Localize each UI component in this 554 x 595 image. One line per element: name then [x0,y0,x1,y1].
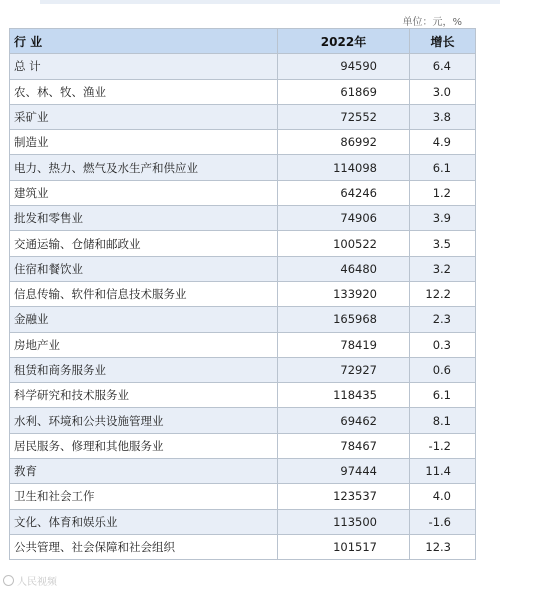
growth-cell: 4.9 [410,130,476,155]
header-industry: 行 业 [10,29,278,54]
growth-cell: 6.1 [410,383,476,408]
industry-cell: 卫生和社会工作 [10,484,278,509]
table-row [10,383,476,408]
unit-note: 单位：元，% [402,17,462,28]
watermark [3,573,57,588]
industry-cell: 房地产业 [10,332,278,357]
header-growth: 增长 [410,29,476,54]
table-row [10,484,476,509]
table-row [10,408,476,433]
growth-cell: -1.2 [410,433,476,458]
growth-cell: 8.1 [410,408,476,433]
table-row [10,231,476,256]
wage-value-cell: 133920 [278,281,410,306]
table-row [10,104,476,129]
wage-value-cell: 78419 [278,332,410,357]
growth-cell: 0.6 [410,357,476,382]
growth-cell: 3.2 [410,256,476,281]
growth-cell: 3.9 [410,206,476,231]
wage-value-cell: 61869 [278,79,410,104]
industry-cell: 总 计 [10,54,278,79]
table-row [10,332,476,357]
industry-cell: 水利、环境和公共设施管理业 [10,408,278,433]
table-body [10,54,476,560]
watermark-text: 人民视频 [17,577,57,588]
wage-value-cell: 165968 [278,307,410,332]
growth-cell: 6.4 [410,54,476,79]
growth-cell: 3.8 [410,104,476,129]
wage-value-cell: 72927 [278,357,410,382]
wage-value-cell: 69462 [278,408,410,433]
header-year: 2022年 [278,29,410,54]
table-row [10,155,476,180]
wage-value-cell: 100522 [278,231,410,256]
industry-cell: 科学研究和技术服务业 [10,383,278,408]
table-row [10,79,476,104]
table-row [10,281,476,306]
table-row [10,433,476,458]
top-banner-strip [40,0,500,4]
wage-value-cell: 101517 [278,534,410,559]
wage-value-cell: 97444 [278,459,410,484]
table-row [10,509,476,534]
table-row [10,54,476,79]
watermark-logo-icon [3,575,14,586]
wage-value-cell: 86992 [278,130,410,155]
industry-cell: 采矿业 [10,104,278,129]
wage-value-cell: 78467 [278,433,410,458]
table-row [10,307,476,332]
industry-cell: 交通运输、仓储和邮政业 [10,231,278,256]
growth-cell: -1.6 [410,509,476,534]
industry-cell: 农、林、牧、渔业 [10,79,278,104]
industry-cell: 文化、体育和娱乐业 [10,509,278,534]
wage-value-cell: 113500 [278,509,410,534]
growth-cell: 0.3 [410,332,476,357]
industry-cell: 建筑业 [10,180,278,205]
table-row [10,206,476,231]
table-row [10,130,476,155]
industry-cell: 住宿和餐饮业 [10,256,278,281]
industry-cell: 电力、热力、燃气及水生产和供应业 [10,155,278,180]
industry-cell: 金融业 [10,307,278,332]
growth-cell: 12.2 [410,281,476,306]
wage-value-cell: 64246 [278,180,410,205]
table-row [10,180,476,205]
growth-cell: 1.2 [410,180,476,205]
wage-value-cell: 118435 [278,383,410,408]
table-row [10,357,476,382]
growth-cell: 2.3 [410,307,476,332]
wage-value-cell: 123537 [278,484,410,509]
growth-cell: 4.0 [410,484,476,509]
wage-value-cell: 46480 [278,256,410,281]
industry-cell: 批发和零售业 [10,206,278,231]
growth-cell: 6.1 [410,155,476,180]
table-row [10,256,476,281]
table-row [10,459,476,484]
wage-value-cell: 74906 [278,206,410,231]
table-row [10,534,476,559]
growth-cell: 12.3 [410,534,476,559]
industry-cell: 制造业 [10,130,278,155]
industry-cell: 教育 [10,459,278,484]
growth-cell: 3.0 [410,79,476,104]
wage-value-cell: 72552 [278,104,410,129]
growth-cell: 11.4 [410,459,476,484]
wage-value-cell: 114098 [278,155,410,180]
table-header-row [10,29,476,54]
industry-cell: 公共管理、社会保障和社会组织 [10,534,278,559]
industry-cell: 信息传输、软件和信息技术服务业 [10,281,278,306]
wage-value-cell: 94590 [278,54,410,79]
industry-cell: 居民服务、修理和其他服务业 [10,433,278,458]
growth-cell: 3.5 [410,231,476,256]
industry-cell: 租赁和商务服务业 [10,357,278,382]
wage-table [9,28,476,560]
